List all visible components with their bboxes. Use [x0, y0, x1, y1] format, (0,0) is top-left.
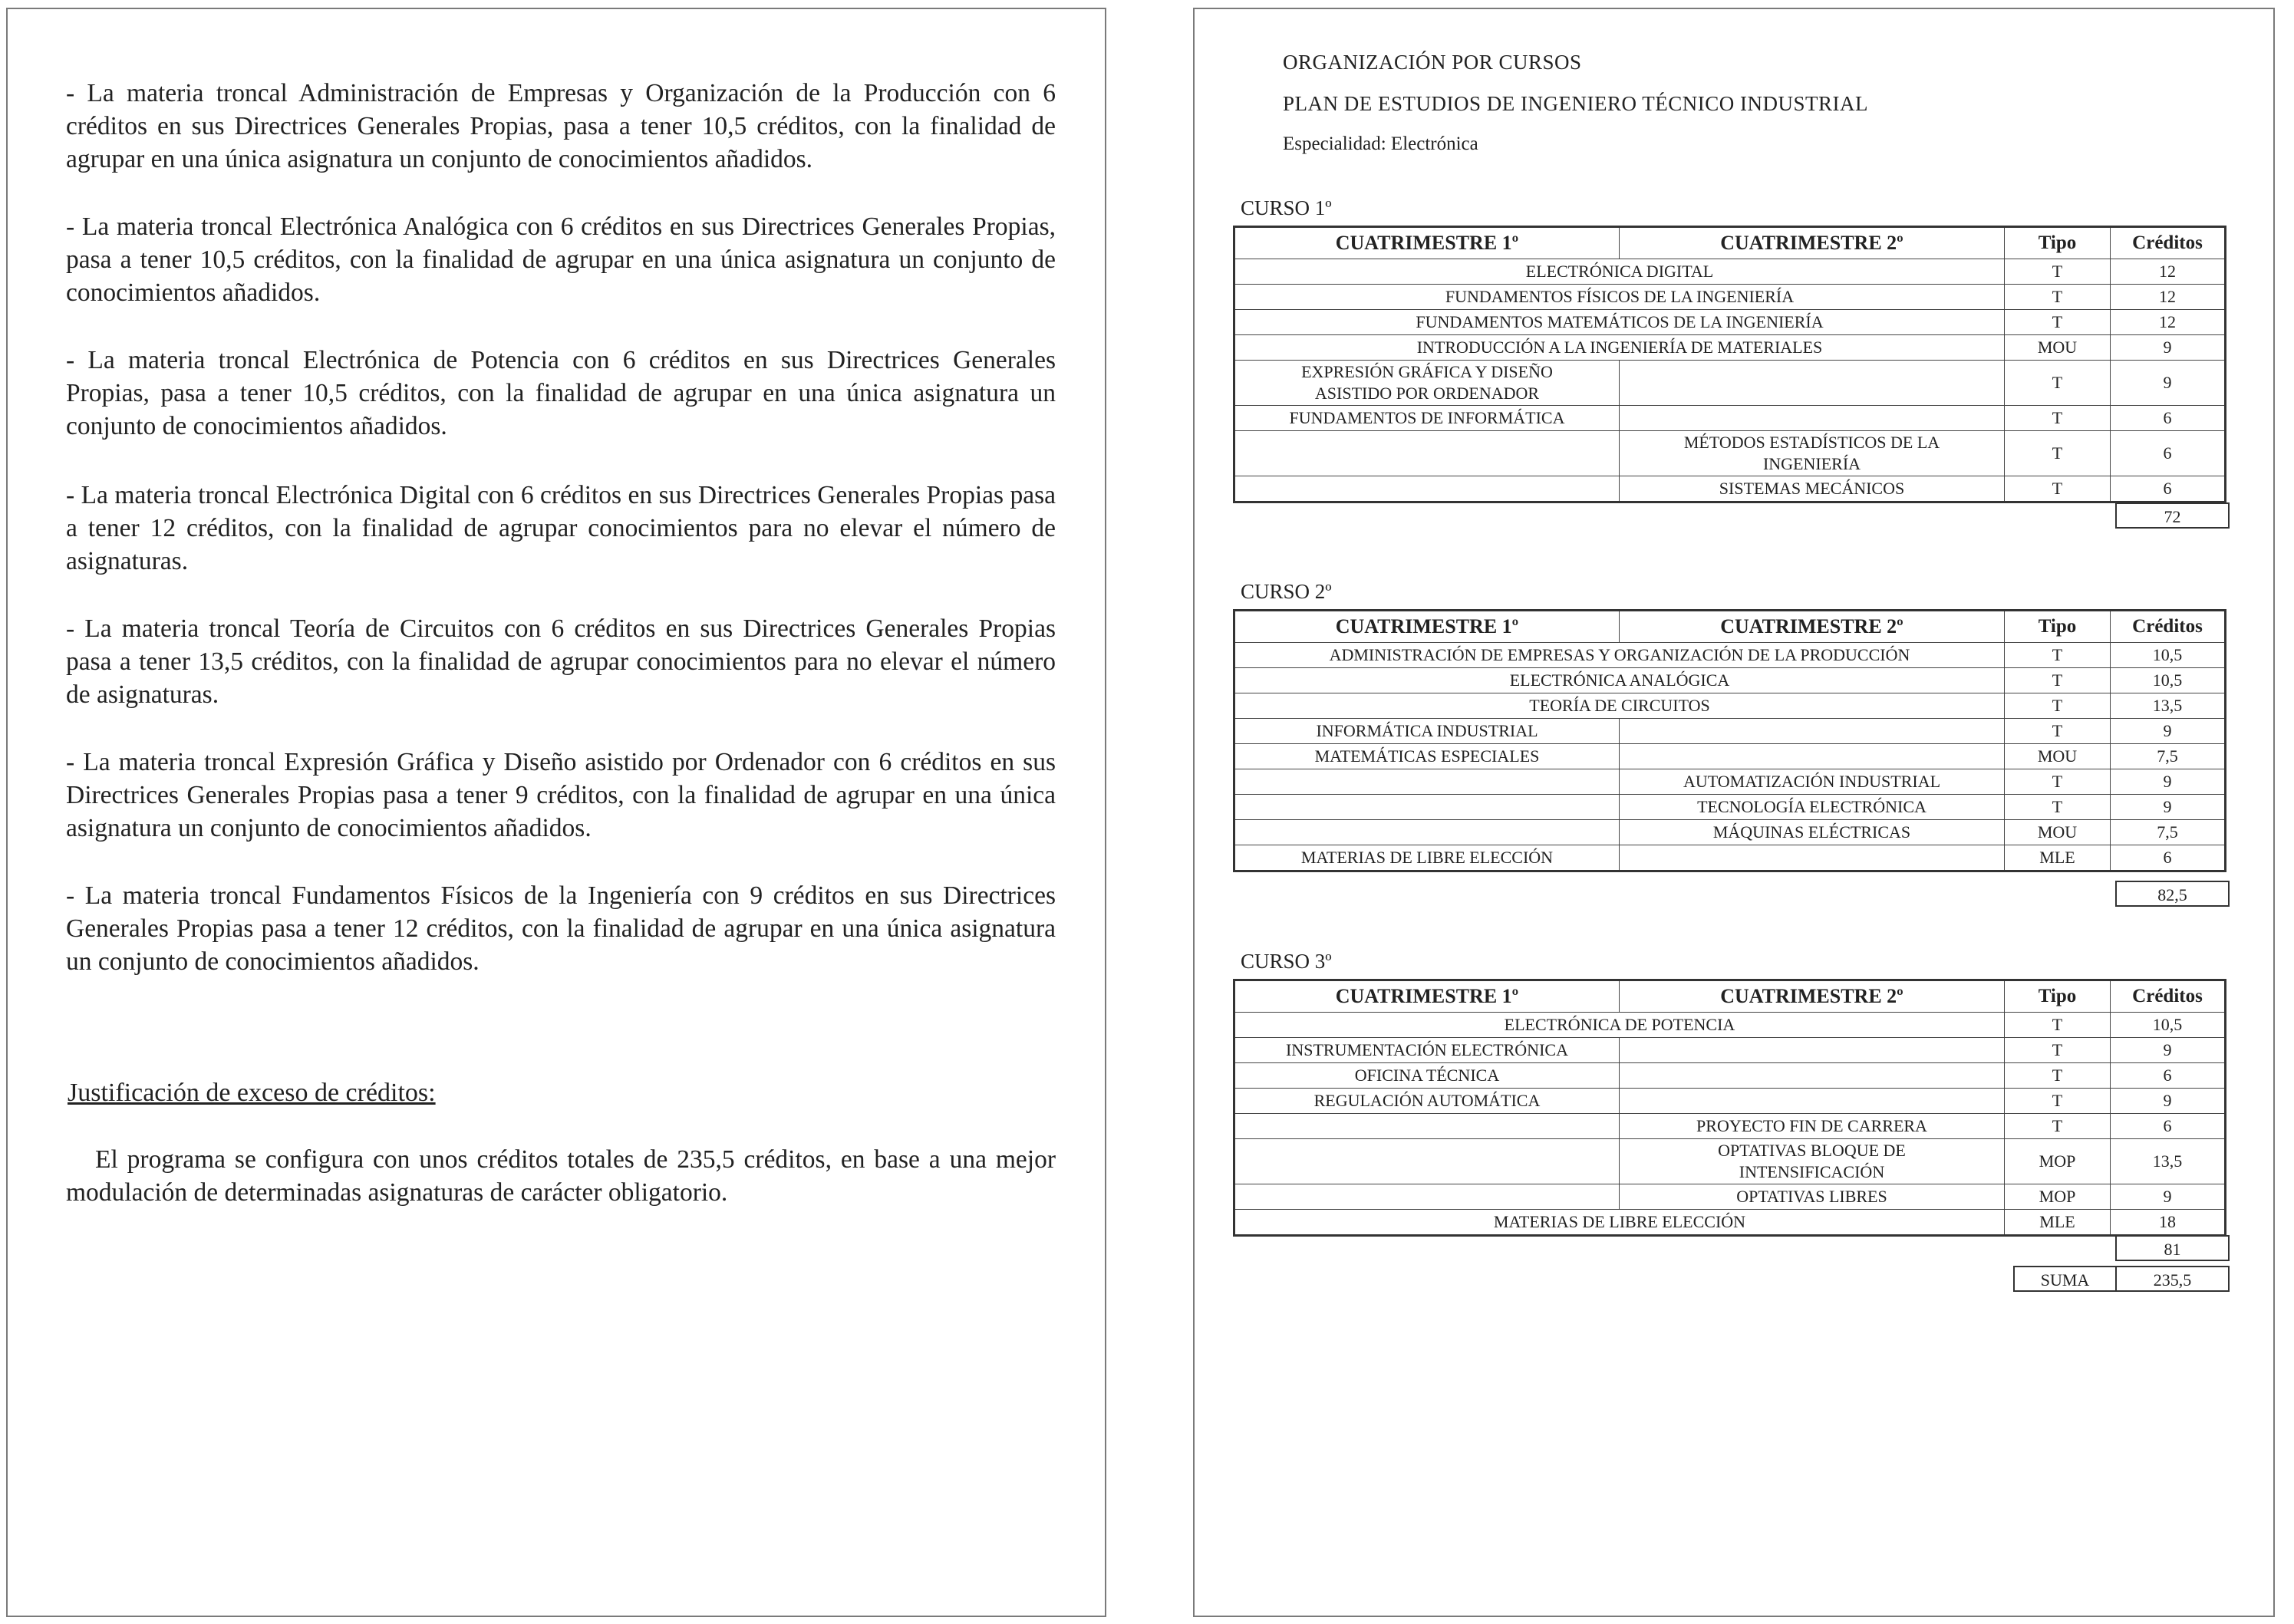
header-creditos: Créditos: [2111, 980, 2226, 1013]
tipo-cell: T: [2005, 1013, 2111, 1038]
header-cuatrimestre-1: CUATRIMESTRE 1º: [1234, 611, 1620, 643]
subject-line-2: INTENSIFICACIÓN: [1739, 1162, 1885, 1181]
creditos-cell: 6: [2111, 845, 2226, 871]
creditos-cell: 12: [2111, 285, 2226, 310]
table-row: [1234, 1089, 2226, 1114]
creditos-cell: 9: [2111, 795, 2226, 820]
table-row: [1234, 1063, 2226, 1089]
empty-cell: [1620, 719, 2005, 744]
table-row: [1234, 845, 2226, 871]
empty-cell: [1620, 1063, 2005, 1089]
curso-3-total: 81: [2115, 1235, 2230, 1261]
empty-cell: [1234, 769, 1620, 795]
table-header-row: [1234, 227, 2226, 259]
paragraph-fundamentos-fisicos: - La materia troncal Fundamentos Físicos de la Ingeniería con 9 créditos en sus Directrices Generales Propias pasa a tener 12 créditos, con la finalidad de agrupar en una única asignatura un conjunto de conocimientos añadidos.: [66, 881, 1056, 976]
tipo-cell: T: [2005, 668, 2111, 693]
tipo-cell: T: [2005, 1089, 2111, 1114]
tipo-cell: T: [2005, 406, 2111, 431]
subject-line-1: EXPRESIÓN GRÁFICA Y DISEÑO: [1301, 362, 1553, 381]
creditos-cell: 9: [2111, 719, 2226, 744]
empty-cell: [1234, 476, 1620, 502]
empty-cell: [1620, 1089, 2005, 1114]
subject-cell: ELECTRÓNICA ANALÓGICA: [1234, 668, 2005, 693]
paragraph-administracion: - La materia troncal Administración de Empresas y Organización de la Producción con 6 créditos en sus Directrices Generales Propias, pasa a tener 10,5 créditos, con la finalidad de agrupar en una única asignatura un conjunto de conocimientos añadidos.: [66, 79, 1056, 173]
tipo-cell: T: [2005, 795, 2111, 820]
subject-cell: MÁQUINAS ELÉCTRICAS: [1620, 820, 2005, 845]
tipo-cell: T: [2005, 1114, 2111, 1139]
suma-label: SUMA: [2013, 1266, 2117, 1292]
header-creditos: Créditos: [2111, 611, 2226, 643]
table-header-row: [1234, 611, 2226, 643]
table-row: [1234, 1038, 2226, 1063]
tipo-cell: MOP: [2005, 1184, 2111, 1210]
subject-line-1: OPTATIVAS BLOQUE DE: [1718, 1141, 1906, 1160]
table-row: [1234, 431, 2226, 476]
table-row: [1234, 820, 2226, 845]
subject-cell: [1234, 361, 1620, 406]
subject-cell: PROYECTO FIN DE CARRERA: [1620, 1114, 2005, 1139]
left-page: [6, 8, 1106, 1617]
subject-cell: INFORMÁTICA INDUSTRIAL: [1234, 719, 1620, 744]
empty-cell: [1234, 431, 1620, 476]
creditos-cell: 6: [2111, 431, 2226, 476]
specialty-label: Especialidad: Electrónica: [1283, 133, 1478, 154]
empty-cell: [1234, 820, 1620, 845]
empty-cell: [1620, 744, 2005, 769]
subject-cell: MATEMÁTICAS ESPECIALES: [1234, 744, 1620, 769]
subject-line-2: INGENIERÍA: [1762, 454, 1861, 473]
empty-cell: [1620, 845, 2005, 871]
creditos-cell: 10,5: [2111, 643, 2226, 668]
empty-cell: [1234, 1184, 1620, 1210]
tipo-cell: T: [2005, 431, 2111, 476]
empty-cell: [1234, 1139, 1620, 1184]
right-page: [1193, 8, 2275, 1617]
curso-3-table: [1233, 979, 2226, 1237]
subject-cell: SISTEMAS MECÁNICOS: [1620, 476, 2005, 502]
header-tipo: Tipo: [2005, 611, 2111, 643]
tipo-cell: T: [2005, 259, 2111, 285]
curso-2-total: 82,5: [2115, 881, 2230, 907]
tipo-cell: T: [2005, 719, 2111, 744]
suma-total: 235,5: [2115, 1266, 2230, 1292]
tipo-cell: T: [2005, 310, 2111, 335]
header-cuatrimestre-1: CUATRIMESTRE 1º: [1234, 227, 1620, 259]
table-row: [1234, 1114, 2226, 1139]
creditos-cell: 9: [2111, 1038, 2226, 1063]
tipo-cell: T: [2005, 1038, 2111, 1063]
paragraph-teoria-circuitos: - La materia troncal Teoría de Circuitos con 6 créditos en sus Directrices Generales Propias pasa a tener 13,5 créditos, con la finalidad de agrupar conocimientos para no elevar el número de asignaturas.: [66, 614, 1056, 709]
table-row: [1234, 693, 2226, 719]
creditos-cell: 10,5: [2111, 1013, 2226, 1038]
creditos-cell: 18: [2111, 1210, 2226, 1236]
tipo-cell: T: [2005, 476, 2111, 502]
curso-3-label: CURSO 3º: [1241, 950, 1332, 973]
table-row: [1234, 476, 2226, 502]
paragraph-electronica-digital: - La materia troncal Electrónica Digital con 6 créditos en sus Directrices Generales Propias pasa a tener 12 créditos, con la finalidad de agrupar conocimientos para no elevar el número de asignaturas.: [66, 481, 1056, 575]
creditos-cell: 7,5: [2111, 820, 2226, 845]
subject-cell: REGULACIÓN AUTOMÁTICA: [1234, 1089, 1620, 1114]
curso-1-label: CURSO 1º: [1241, 196, 1332, 219]
table-row: [1234, 335, 2226, 361]
tipo-cell: T: [2005, 693, 2111, 719]
tipo-cell: T: [2005, 769, 2111, 795]
table-row: [1234, 285, 2226, 310]
creditos-cell: 10,5: [2111, 668, 2226, 693]
table-row: [1234, 795, 2226, 820]
empty-cell: [1620, 361, 2005, 406]
table-row: [1234, 1013, 2226, 1038]
tipo-cell: T: [2005, 1063, 2111, 1089]
curso-1-total: 72: [2115, 502, 2230, 529]
table-row: [1234, 643, 2226, 668]
empty-cell: [1234, 795, 1620, 820]
tipo-cell: T: [2005, 361, 2111, 406]
header-tipo: Tipo: [2005, 980, 2111, 1013]
justification-body: El programa se configura con unos créditos totales de 235,5 créditos, en base a una mejor modulación de determinadas asignaturas de carácter obligatorio.: [66, 1145, 1056, 1207]
subject-cell: OPTATIVAS LIBRES: [1620, 1184, 2005, 1210]
creditos-cell: 12: [2111, 259, 2226, 285]
table-header-row: [1234, 980, 2226, 1013]
paragraph-electronica-analogica: - La materia troncal Electrónica Analógica con 6 créditos en sus Directrices Generales Propias, pasa a tener 10,5 créditos, con la finalidad de agrupar en una única asignatura un conjunto de conocimientos añadidos.: [66, 212, 1056, 307]
subject-cell: TEORÍA DE CIRCUITOS: [1234, 693, 2005, 719]
table-row: [1234, 1139, 2226, 1184]
tipo-cell: MLE: [2005, 1210, 2111, 1236]
subject-cell: [1620, 431, 2005, 476]
subject-cell: AUTOMATIZACIÓN INDUSTRIAL: [1620, 769, 2005, 795]
tipo-cell: MOU: [2005, 335, 2111, 361]
table-row: [1234, 406, 2226, 431]
subject-cell: MATERIAS DE LIBRE ELECCIÓN: [1234, 845, 1620, 871]
paragraph-electronica-potencia: - La materia troncal Electrónica de Potencia con 6 créditos en sus Directrices Generales Propias, pasa a tener 10,5 créditos, con la finalidad de agrupar en una única asignatura un conjunto de conocimientos añadidos.: [66, 346, 1056, 440]
subject-cell: FUNDAMENTOS FÍSICOS DE LA INGENIERÍA: [1234, 285, 2005, 310]
creditos-cell: 9: [2111, 361, 2226, 406]
creditos-cell: 6: [2111, 476, 2226, 502]
subject-cell: [1620, 1139, 2005, 1184]
subject-cell: INTRODUCCIÓN A LA INGENIERÍA DE MATERIALES: [1234, 335, 2005, 361]
table-row: [1234, 719, 2226, 744]
subject-line-2: ASISTIDO POR ORDENADOR: [1314, 384, 1540, 403]
creditos-cell: 6: [2111, 1063, 2226, 1089]
creditos-cell: 12: [2111, 310, 2226, 335]
tipo-cell: T: [2005, 285, 2111, 310]
subject-cell: TECNOLOGÍA ELECTRÓNICA: [1620, 795, 2005, 820]
plan-title: PLAN DE ESTUDIOS DE INGENIERO TÉCNICO INDUSTRIAL: [1283, 92, 1868, 115]
subject-cell: FUNDAMENTOS MATEMÁTICOS DE LA INGENIERÍA: [1234, 310, 2005, 335]
creditos-cell: 9: [2111, 1089, 2226, 1114]
subject-cell: OFICINA TÉCNICA: [1234, 1063, 1620, 1089]
table-row: [1234, 361, 2226, 406]
subject-cell: MATERIAS DE LIBRE ELECCIÓN: [1234, 1210, 2005, 1236]
tipo-cell: MLE: [2005, 845, 2111, 871]
empty-cell: [1620, 406, 2005, 431]
tipo-cell: MOU: [2005, 744, 2111, 769]
table-row: [1234, 744, 2226, 769]
subject-line-1: MÉTODOS ESTADÍSTICOS DE LA: [1683, 433, 1940, 452]
table-row: [1234, 310, 2226, 335]
creditos-cell: 9: [2111, 769, 2226, 795]
header-cuatrimestre-2: CUATRIMESTRE 2º: [1620, 980, 2005, 1013]
table-row: [1234, 769, 2226, 795]
empty-cell: [1620, 1038, 2005, 1063]
creditos-cell: 6: [2111, 1114, 2226, 1139]
table-row: [1234, 668, 2226, 693]
header-cuatrimestre-2: CUATRIMESTRE 2º: [1620, 611, 2005, 643]
table-row: [1234, 1184, 2226, 1210]
creditos-cell: 6: [2111, 406, 2226, 431]
curso-1-table: [1233, 226, 2226, 503]
empty-cell: [1234, 1114, 1620, 1139]
creditos-cell: 9: [2111, 1184, 2226, 1210]
creditos-cell: 13,5: [2111, 1139, 2226, 1184]
creditos-cell: 7,5: [2111, 744, 2226, 769]
organization-title: ORGANIZACIÓN POR CURSOS: [1283, 51, 1582, 74]
tipo-cell: T: [2005, 643, 2111, 668]
subject-cell: FUNDAMENTOS DE INFORMÁTICA: [1234, 406, 1620, 431]
tipo-cell: MOP: [2005, 1139, 2111, 1184]
subject-cell: ELECTRÓNICA DE POTENCIA: [1234, 1013, 2005, 1038]
subject-cell: INSTRUMENTACIÓN ELECTRÓNICA: [1234, 1038, 1620, 1063]
justification-heading: Justificación de exceso de créditos:: [68, 1079, 436, 1107]
table-row: [1234, 1210, 2226, 1236]
curso-2-table: [1233, 609, 2226, 872]
subject-cell: ADMINISTRACIÓN DE EMPRESAS Y ORGANIZACIÓN DE LA PRODUCCIÓN: [1234, 643, 2005, 668]
paragraph-expresion-grafica: - La materia troncal Expresión Gráfica y Diseño asistido por Ordenador con 6 créditos en sus Directrices Generales Propias pasa a tener 9 créditos, con la finalidad de agrupar en una única asignatura un conjunto de conocimientos añadidos.: [66, 748, 1056, 842]
header-cuatrimestre-2: CUATRIMESTRE 2º: [1620, 227, 2005, 259]
subject-cell: ELECTRÓNICA DIGITAL: [1234, 259, 2005, 285]
curso-2-label: CURSO 2º: [1241, 580, 1332, 603]
tipo-cell: MOU: [2005, 820, 2111, 845]
header-creditos: Créditos: [2111, 227, 2226, 259]
creditos-cell: 9: [2111, 335, 2226, 361]
header-cuatrimestre-1: CUATRIMESTRE 1º: [1234, 980, 1620, 1013]
table-row: [1234, 259, 2226, 285]
header-tipo: Tipo: [2005, 227, 2111, 259]
creditos-cell: 13,5: [2111, 693, 2226, 719]
